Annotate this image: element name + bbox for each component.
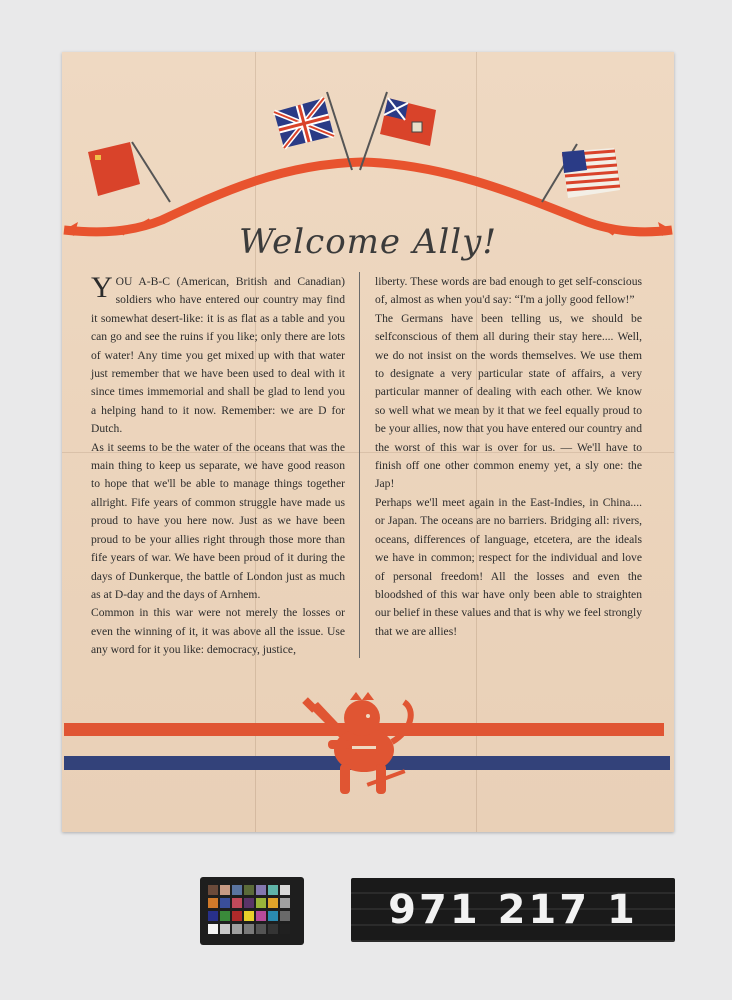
- paragraph: The Germans have been telling us, we should be selfconscious of them all during their stay here.... Well, we do not insist on the words themselves. We use them to designate a very particular state of affairs, a very particular manner of dealing with each other. We know so well what we mean by it that we feel equally proud to be your allies, now that you have entered our country and the worst of this war is over for us. — We'll have to finish off one other common enemy yet, a sly one: the Jap!: [375, 311, 642, 491]
- paragraph: liberty. These words are bad enough to get self-conscious of, almost as when you'd say: “I'm a jolly good fellow!”: [375, 275, 642, 307]
- leaflet-title: Welcome Ally!: [238, 222, 498, 262]
- color-swatches: [200, 877, 304, 945]
- right-column: [375, 273, 642, 641]
- paragraph: As it seems to be the water of the oceans that was the main thing to keep us separate, we have good reason to hope that we'll be able to manage things together allright. Fife years of common struggle have made us proud to have you here now. Just as we have been proud to be your allies right through those more than fife years of war. We have been proud of it during the days of Dunkerque, the battle of London just as much as at D-day and the days of Arnhem.: [91, 440, 345, 601]
- drop-cap: Y: [91, 271, 113, 304]
- canadian-red-ensign-flag: [380, 98, 436, 146]
- dutch-lion-icon: [292, 690, 422, 810]
- catalog-number: 971 217 1: [388, 887, 638, 933]
- paragraph: Perhaps we'll meet again in the East-Indies, in China.... or Japan. The oceans are no barriers. Bridging all: rivers, oceans, differences of language, etcetera, are the ideals we have in common; respect for the individual and love of personal freedom! All the losses and even the bloodshed of this war have only been able to straighten our belief in these values and that is why we feel strongly that we are allies!: [375, 495, 642, 638]
- paragraph: Common in this war were not merely the losses or even the winning of it, it was above all the issue. Use any word for it you like: democracy, justice,: [91, 606, 345, 657]
- column-divider: [359, 272, 360, 658]
- union-jack-flag: [274, 98, 334, 148]
- us-flag: [562, 148, 620, 198]
- left-column: [91, 273, 345, 660]
- soviet-flag: [88, 142, 140, 196]
- color-calibration-card: [200, 877, 304, 945]
- paragraph: YOU A-B-C (American, British and Canadian) soldiers who have entered our country may find it somewhat desert-like: it is as flat as a table and you can go and see the ruins if you like; only there are lots of water! Any time you get mixed up with that water just remember that we have been used to deal with it since times immemorial and shall be glad to lend you a helping hand to it now. Remember: we are D for Dutch.: [91, 271, 345, 436]
